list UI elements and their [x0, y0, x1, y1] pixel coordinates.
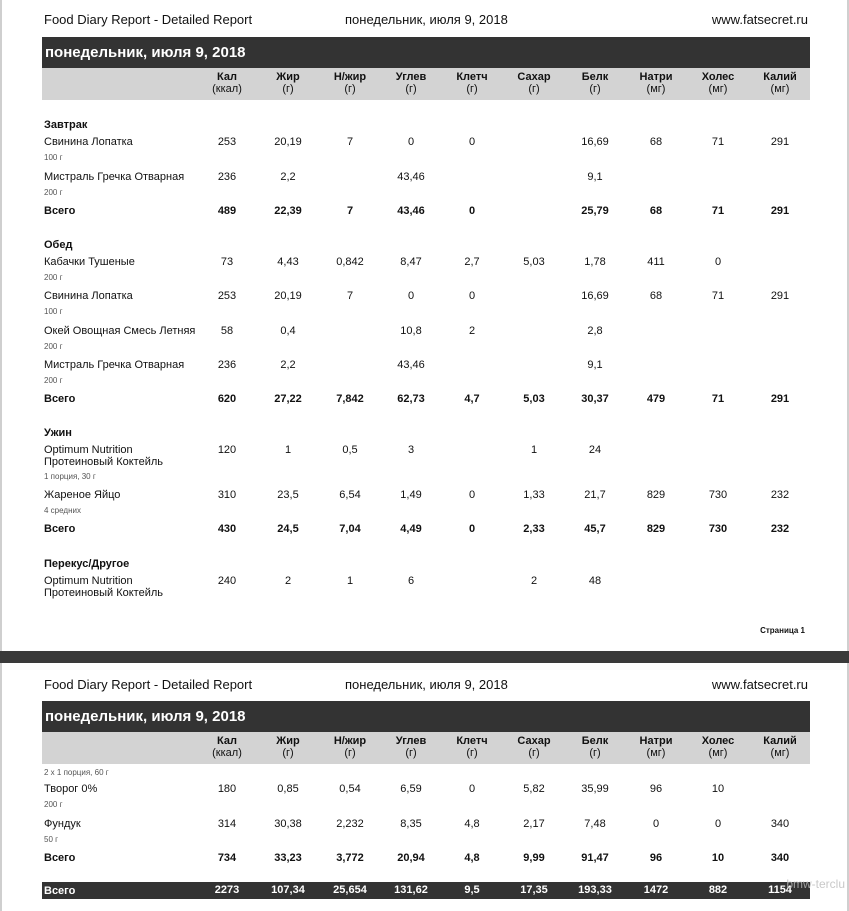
- value-cell: 73: [220, 256, 234, 268]
- value-cell: 253: [217, 290, 237, 302]
- value-cell: 340: [770, 852, 790, 864]
- value-cell: 180: [217, 783, 237, 795]
- value-cell: 291: [770, 205, 790, 217]
- portion-note: 2 x 1 порция, 60 г: [44, 768, 109, 777]
- value-cell: 91,47: [581, 852, 609, 864]
- date-banner: понедельник, июля 9, 2018: [42, 701, 810, 732]
- value-cell: 2,17: [523, 818, 545, 830]
- value-cell: 2,33: [523, 523, 545, 535]
- column-unit: (г): [282, 83, 294, 95]
- value-cell: 27,22: [274, 393, 302, 405]
- value-cell: 236: [217, 359, 237, 371]
- column-unit: (г): [405, 83, 417, 95]
- column-name: Калий: [763, 71, 797, 83]
- total-label: Всего: [44, 393, 76, 405]
- value-cell: 0: [468, 205, 476, 217]
- column-unit: (г): [528, 83, 540, 95]
- column-unit: (мг): [646, 83, 666, 95]
- value-cell: 7: [346, 290, 354, 302]
- value-cell: 430: [217, 523, 237, 535]
- meal-title-dinner: Ужин: [44, 427, 72, 439]
- value-cell: 7,48: [584, 818, 606, 830]
- page-header: [42, 677, 810, 693]
- value-cell: 3: [407, 444, 415, 456]
- value-cell: 9,99: [523, 852, 545, 864]
- column-unit: (ккал): [212, 747, 242, 759]
- portion-note: 200 г: [44, 342, 63, 351]
- food-name: Фундук: [44, 818, 81, 830]
- value-cell: 730: [708, 523, 728, 535]
- value-cell: 17,35: [520, 884, 548, 896]
- value-cell: 2: [284, 575, 292, 587]
- report-date: понедельник, июля 9, 2018: [345, 677, 508, 692]
- column-unit: (мг): [770, 747, 790, 759]
- food-name: Мистраль Гречка Отварная: [44, 171, 185, 183]
- value-cell: 120: [217, 444, 237, 456]
- value-cell: 7,04: [339, 523, 361, 535]
- food-name: Окей Овощная Смесь Летняя: [44, 325, 196, 337]
- column-header-row: [42, 732, 810, 764]
- value-cell: 5,03: [523, 256, 545, 268]
- value-cell: 16,69: [581, 290, 609, 302]
- column-name: Н/жир: [333, 735, 367, 747]
- total-label: Всего: [44, 205, 76, 217]
- value-cell: 20,94: [397, 852, 425, 864]
- column-name: Натри: [639, 71, 673, 83]
- column-name: Белк: [581, 71, 609, 83]
- value-cell: 291: [770, 393, 790, 405]
- total-label: Всего: [44, 852, 76, 864]
- value-cell: 1: [346, 575, 354, 587]
- report-date: понедельник, июля 9, 2018: [345, 12, 508, 27]
- column-unit: (г): [405, 747, 417, 759]
- value-cell: 730: [708, 489, 728, 501]
- value-cell: 1,78: [584, 256, 606, 268]
- value-cell: 6,59: [400, 783, 422, 795]
- total-label: Всего: [44, 885, 76, 897]
- column-name: Жир: [276, 735, 300, 747]
- value-cell: 71: [711, 290, 725, 302]
- column-name: Клетч: [456, 71, 488, 83]
- column-name: Кал: [217, 735, 237, 747]
- value-cell: 96: [649, 852, 663, 864]
- value-cell: 0: [407, 136, 415, 148]
- value-cell: 882: [708, 884, 728, 896]
- column-unit: (г): [589, 747, 601, 759]
- value-cell: 829: [646, 489, 666, 501]
- value-cell: 1,49: [400, 489, 422, 501]
- value-cell: 8,35: [400, 818, 422, 830]
- value-cell: 734: [217, 852, 237, 864]
- value-cell: 4,8: [464, 818, 480, 830]
- value-cell: 0: [468, 136, 476, 148]
- column-unit: (г): [528, 747, 540, 759]
- value-cell: 0,4: [280, 325, 296, 337]
- value-cell: 6: [407, 575, 415, 587]
- column-header: [380, 71, 442, 95]
- value-cell: 2273: [214, 884, 240, 896]
- value-cell: 240: [217, 575, 237, 587]
- value-cell: 1472: [643, 884, 669, 896]
- value-cell: 71: [711, 136, 725, 148]
- value-cell: 0: [714, 256, 722, 268]
- portion-note: 50 г: [44, 835, 59, 844]
- column-header: [625, 735, 687, 759]
- column-name: Н/жир: [333, 71, 367, 83]
- column-header: [687, 71, 749, 95]
- value-cell: 20,19: [274, 290, 302, 302]
- food-name: Optimum Nutrition Протеиновый Коктейль: [44, 444, 164, 468]
- value-cell: 58: [220, 325, 234, 337]
- value-cell: 96: [649, 783, 663, 795]
- column-unit: (г): [466, 747, 478, 759]
- food-name: Свинина Лопатка: [44, 136, 133, 148]
- portion-note: 1 порция, 30 г: [44, 472, 96, 481]
- value-cell: 10,8: [400, 325, 422, 337]
- total-label: Всего: [44, 523, 76, 535]
- value-cell: 22,39: [274, 205, 302, 217]
- value-cell: 1: [284, 444, 292, 456]
- column-name: Натри: [639, 735, 673, 747]
- value-cell: 48: [588, 575, 602, 587]
- column-unit: (мг): [646, 747, 666, 759]
- column-name: Сахар: [517, 71, 551, 83]
- column-unit: (г): [344, 83, 356, 95]
- column-unit: (г): [282, 747, 294, 759]
- value-cell: 2: [468, 325, 476, 337]
- value-cell: 45,7: [584, 523, 606, 535]
- column-name: Клетч: [456, 735, 488, 747]
- value-cell: 131,62: [394, 884, 428, 896]
- column-unit: (г): [466, 83, 478, 95]
- value-cell: 9,1: [587, 171, 603, 183]
- column-unit: (мг): [708, 747, 728, 759]
- site-link[interactable]: www.fatsecret.ru: [711, 677, 808, 692]
- value-cell: 10: [711, 783, 725, 795]
- value-cell: 0,842: [336, 256, 364, 268]
- page-number: Страница 1: [760, 626, 805, 635]
- column-header: [257, 71, 319, 95]
- value-cell: 4,43: [277, 256, 299, 268]
- grand-total-row: [42, 882, 810, 899]
- value-cell: 1,33: [523, 489, 545, 501]
- column-name: Углев: [395, 71, 427, 83]
- value-cell: 0: [714, 818, 722, 830]
- value-cell: 10: [711, 852, 725, 864]
- value-cell: 43,46: [397, 171, 425, 183]
- value-cell: 829: [646, 523, 666, 535]
- value-cell: 411: [647, 256, 665, 268]
- column-header: [749, 735, 811, 759]
- value-cell: 33,23: [274, 852, 302, 864]
- value-cell: 253: [217, 136, 237, 148]
- column-unit: (мг): [708, 83, 728, 95]
- value-cell: 107,34: [271, 884, 305, 896]
- column-name: Холес: [701, 735, 735, 747]
- portion-note: 200 г: [44, 273, 63, 282]
- column-name: Жир: [276, 71, 300, 83]
- column-header: [196, 735, 258, 759]
- value-cell: 23,5: [277, 489, 299, 501]
- column-header: [380, 735, 442, 759]
- column-header: [319, 735, 381, 759]
- value-cell: 35,99: [581, 783, 609, 795]
- value-cell: 0: [407, 290, 415, 302]
- value-cell: 2,8: [587, 325, 603, 337]
- site-link[interactable]: www.fatsecret.ru: [711, 12, 808, 27]
- value-cell: 620: [217, 393, 237, 405]
- value-cell: 310: [217, 489, 237, 501]
- value-cell: 291: [770, 136, 790, 148]
- value-cell: 3,772: [336, 852, 364, 864]
- value-cell: 30,38: [274, 818, 302, 830]
- column-name: Углев: [395, 735, 427, 747]
- value-cell: 30,37: [581, 393, 609, 405]
- value-cell: 9,5: [464, 884, 480, 896]
- value-cell: 16,69: [581, 136, 609, 148]
- value-cell: 7,842: [336, 393, 364, 405]
- value-cell: 24: [588, 444, 602, 456]
- column-header: [503, 735, 565, 759]
- column-header: [441, 71, 503, 95]
- portion-note: 200 г: [44, 188, 63, 197]
- value-cell: 0: [468, 489, 476, 501]
- value-cell: 232: [770, 489, 790, 501]
- value-cell: 4,49: [400, 523, 422, 535]
- column-header: [257, 735, 319, 759]
- column-header: [564, 735, 626, 759]
- food-name: Свинина Лопатка: [44, 290, 133, 302]
- report-page-2: [0, 663, 849, 911]
- column-header: [687, 735, 749, 759]
- portion-note: 100 г: [44, 307, 63, 316]
- value-cell: 0: [652, 818, 660, 830]
- food-name: Творог 0%: [44, 783, 98, 795]
- column-name: Сахар: [517, 735, 551, 747]
- value-cell: 43,46: [397, 205, 425, 217]
- value-cell: 43,46: [397, 359, 425, 371]
- value-cell: 0,54: [339, 783, 361, 795]
- value-cell: 0: [468, 290, 476, 302]
- value-cell: 5,82: [523, 783, 545, 795]
- column-name: Белк: [581, 735, 609, 747]
- column-name: Калий: [763, 735, 797, 747]
- value-cell: 21,7: [584, 489, 606, 501]
- value-cell: 5,03: [523, 393, 545, 405]
- column-name: Кал: [217, 71, 237, 83]
- food-name: Мистраль Гречка Отварная: [44, 359, 185, 371]
- value-cell: 291: [770, 290, 790, 302]
- value-cell: 0: [468, 783, 476, 795]
- value-cell: 2,2: [280, 359, 296, 371]
- value-cell: 9,1: [587, 359, 603, 371]
- column-unit: (г): [344, 747, 356, 759]
- value-cell: 2,232: [336, 818, 364, 830]
- value-cell: 1: [530, 444, 538, 456]
- value-cell: 7: [346, 205, 354, 217]
- value-cell: 2,2: [280, 171, 296, 183]
- column-header: [319, 71, 381, 95]
- meal-title-lunch: Обед: [44, 239, 73, 251]
- value-cell: 0: [468, 523, 476, 535]
- column-header: [503, 71, 565, 95]
- column-header: [564, 71, 626, 95]
- column-unit: (мг): [770, 83, 790, 95]
- watermark: bmw-terclu: [786, 877, 845, 891]
- column-header: [441, 735, 503, 759]
- value-cell: 340: [770, 818, 790, 830]
- column-unit: (г): [589, 83, 601, 95]
- value-cell: 0,5: [342, 444, 358, 456]
- value-cell: 7: [346, 136, 354, 148]
- meal-title-breakfast: Завтрак: [44, 119, 88, 131]
- portion-note: 200 г: [44, 376, 63, 385]
- value-cell: 8,47: [400, 256, 422, 268]
- column-header: [625, 71, 687, 95]
- date-banner: понедельник, июля 9, 2018: [42, 37, 810, 68]
- value-cell: 4,7: [464, 393, 480, 405]
- value-cell: 62,73: [397, 393, 425, 405]
- value-cell: 6,54: [339, 489, 361, 501]
- value-cell: 71: [711, 205, 725, 217]
- value-cell: 68: [649, 136, 663, 148]
- report-title: Food Diary Report - Detailed Report: [44, 12, 253, 27]
- value-cell: 4,8: [464, 852, 480, 864]
- portion-note: 100 г: [44, 153, 63, 162]
- portion-note: 4 средних: [44, 506, 81, 515]
- column-header-row: [42, 68, 810, 100]
- value-cell: 479: [646, 393, 666, 405]
- meal-title-snacks: Перекус/Другое: [44, 558, 130, 570]
- value-cell: 20,19: [274, 136, 302, 148]
- food-name: Кабачки Тушеные: [44, 256, 135, 268]
- value-cell: 1154: [768, 884, 792, 896]
- food-name: Optimum Nutrition Протеиновый Коктейль: [44, 575, 164, 599]
- value-cell: 236: [217, 171, 237, 183]
- column-header: [749, 71, 811, 95]
- value-cell: 489: [217, 205, 237, 217]
- column-name: Холес: [701, 71, 735, 83]
- value-cell: 2: [530, 575, 538, 587]
- value-cell: 314: [217, 818, 237, 830]
- value-cell: 24,5: [277, 523, 299, 535]
- column-header: [196, 71, 258, 95]
- value-cell: 232: [770, 523, 790, 535]
- food-name: Жареное Яйцо: [44, 489, 121, 501]
- value-cell: 71: [711, 393, 725, 405]
- value-cell: 193,33: [578, 884, 612, 896]
- value-cell: 68: [649, 290, 663, 302]
- portion-note: 200 г: [44, 800, 63, 809]
- value-cell: 25,79: [581, 205, 609, 217]
- report-title: Food Diary Report - Detailed Report: [44, 677, 253, 692]
- value-cell: 2,7: [464, 256, 480, 268]
- column-unit: (ккал): [212, 83, 242, 95]
- value-cell: 0,85: [277, 783, 299, 795]
- value-cell: 25,654: [333, 884, 367, 896]
- page-header: [42, 12, 810, 28]
- value-cell: 68: [649, 205, 663, 217]
